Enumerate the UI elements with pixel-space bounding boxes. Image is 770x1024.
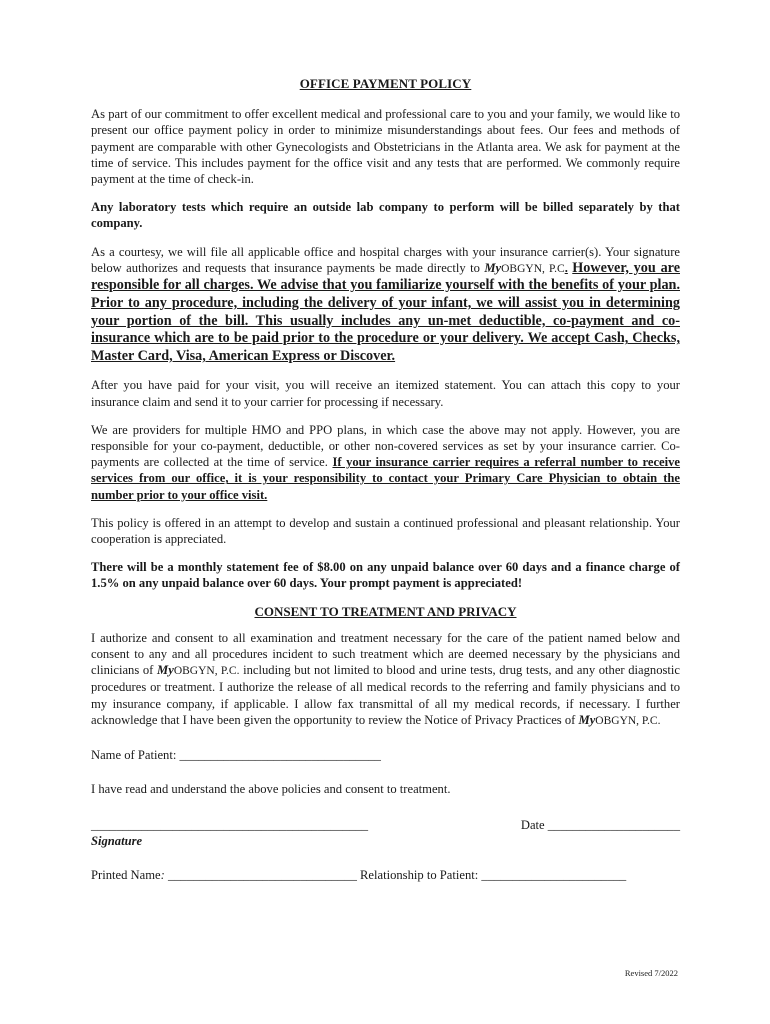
- printed-name-colon: :: [160, 868, 165, 883]
- printed-name-label: Printed Name: [91, 868, 161, 883]
- intro-paragraph: As part of our commitment to offer excellent medical and professional care to you and your family, we would like to present our office payment policy in order to minimize misunderstandings about fees. Our fees and methods of payment are comparable with other Gynecologists and Obstetricians in the Atlanta area. We ask for payment at the time of service. This includes payment for the office visit and any tests that are performed. We commonly require payment at the time of check-in.: [91, 107, 680, 187]
- fee-paragraph: There will be a monthly statement fee of $8.00 on any unpaid balance over 60 days and a finance charge of 1.5% on any unpaid balance over 60 days. Your prompt payment is appreciated!: [91, 560, 680, 591]
- brand-name: OBGYN, P.C: [501, 262, 565, 275]
- responsibility-text: However, you are responsible for all charges. We advise that you familiarize yourself with the benefits of your plan. Prior to any procedure, including the delivery of your infant, we will assist you in determining your portion of the bill. This usually includes any un-met deductible, co-payment and co-insurance which are to be paid prior to the procedure or your delivery. We accept Cash, Checks, Master Card, Visa, American Express or Discover.: [91, 259, 680, 364]
- page-title: OFFICE PAYMENT POLICY: [299, 76, 472, 91]
- policy-paragraph: This policy is offered in an attempt to develop and sustain a continued professional and pleasant relationship. Your cooperation is appreciated.: [91, 515, 680, 547]
- lab-tests-paragraph: Any laboratory tests which require an outside lab company to perform will be billed separately by that company.: [91, 200, 680, 231]
- document-body: [91, 76, 680, 895]
- referral-text: If your insurance carrier requires a referral number to receive services from our office, it is your responsibility to contact your Primary Care Physician to obtain the number prior to your office visit.: [91, 455, 681, 502]
- consent-paragraph: [91, 630, 680, 729]
- date-field[interactable]: Date _____________________: [520, 818, 680, 833]
- patient-name-field[interactable]: Name of Patient: ________________________________: [91, 748, 381, 763]
- acknowledgement-text: I have read and understand the above policies and consent to treatment.: [91, 782, 451, 797]
- signature-label: Signature: [91, 834, 143, 849]
- consent-text-b: including but not limited to blood and urine tests, drug tests, and any other diagnostic procedures or treatment. I authorize the release of all medical records to the referring and family physicians and to my insurance company, if applicable. I allow fax transmittal of all my medical records, if necessary. I further acknowledge that I have been given the opportunity to review the Notice of Privacy Practices of: [91, 663, 681, 727]
- providers-paragraph: [91, 422, 680, 503]
- brand-name: OBGYN, P.C.: [595, 714, 661, 727]
- printed-name-line[interactable]: ______________________________ Relationship to Patient: _______________________: [164, 868, 627, 883]
- revision-note: Revised 7/2022: [624, 968, 678, 978]
- brand-name: OBGYN, P.C.: [173, 665, 240, 678]
- printed-name-row[interactable]: [91, 867, 680, 883]
- signature-line[interactable]: ____________________________________________: [91, 818, 369, 833]
- brand-my: My: [578, 712, 596, 727]
- consent-text-a: I authorize and consent to all examination and treatment necessary for the care of the patient named below and consent to any and all procedures incident to such treatment which are deemed necessary by the physicians and clinicians of: [91, 630, 680, 678]
- consent-heading: CONSENT TO TREATMENT AND PRIVACY: [254, 603, 517, 619]
- insurance-text: As a courtesy, we will file all applicable office and hospital charges with your insurance carrier(s). Your signature below authorizes and requests that insurance payments be made directly to: [91, 244, 680, 275]
- statement-paragraph: After you have paid for your visit, you will receive an itemized statement. You can attach this copy to your insurance claim and send it to your carrier for processing if necessary.: [91, 378, 680, 409]
- insurance-paragraph: [91, 244, 680, 366]
- signature-row: [91, 817, 680, 833]
- brand-my: My: [484, 260, 502, 275]
- providers-text: We are providers for multiple HMO and PPO plans, in which case the above may not apply. However, you are responsible for your co-payment, deductible, or other non-covered services as set by your insurance carrier. Co-payments are collected at the time of service.: [91, 422, 680, 470]
- brand-period: .: [564, 260, 568, 275]
- brand-my: My: [157, 663, 174, 678]
